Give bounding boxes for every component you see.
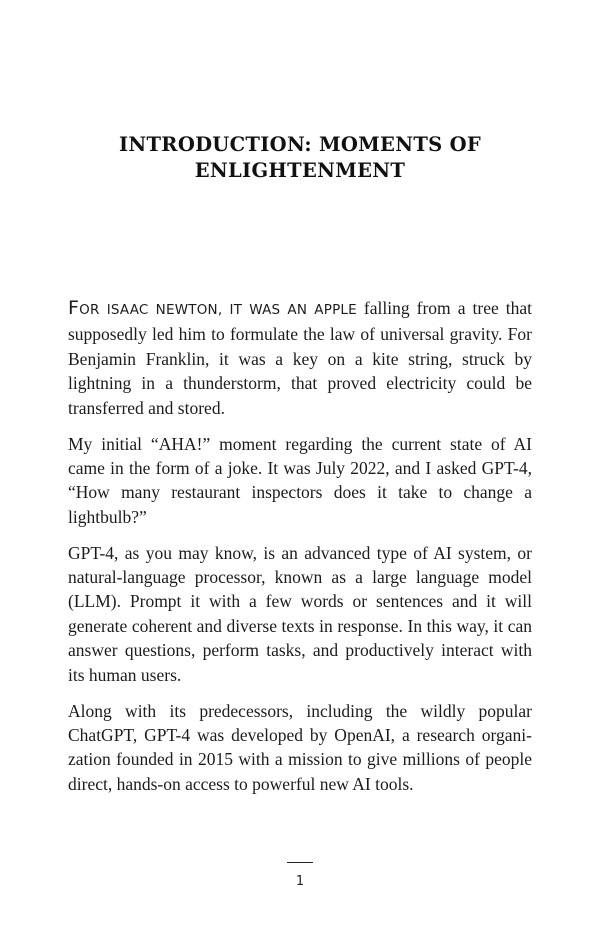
paragraph-3: GPT-4, as you may know, is an advanced type of AI system, or natural-language processor, known as a large language model (LLM). Prompt it with a few words or sentences and it will generate coherent and diverse texts in response. In this way, it can answer questions, perform tasks, and productively interact with its human users.: [68, 542, 532, 685]
paragraph-1: [68, 296, 532, 420]
drop-initial: F: [68, 297, 80, 319]
page-number: 1: [295, 874, 305, 889]
lead-in-text: OR ISAAC NEWTON, IT WAS AN APPLE: [79, 302, 357, 318]
chapter-title-line-2: ENLIGHTENMENT: [194, 159, 406, 182]
footer-divider: [287, 862, 313, 863]
paragraph-4: Along with its predecessors, including the wildly popular ChatGPT, GPT-4 was developed by OpenAI, a research organization founded in 2015 with a mission to give millions of people direct, hands-on access to powerful new AI tools.: [68, 700, 532, 794]
paragraph-1-text: falling from a tree that supposedly led him to formulate the law of universal gravity. For Benjamin Franklin, it was a key on a kite string, struck by lightning in a thunderstorm, that proved electricity could be transferred and stored.: [68, 298, 532, 418]
chapter-body: [68, 296, 532, 808]
paragraph-2: My initial “AHA!” moment regarding the current state of AI came in the form of a joke. It was July 2022, and I asked GPT-4, “How many restaurant inspectors does it take to change a lightbulb?”: [68, 433, 532, 527]
chapter-title-line-1: INTRODUCTION: MOMENTS OF: [118, 133, 482, 156]
lead-in-small-caps: [68, 297, 357, 319]
chapter-title: [60, 132, 540, 184]
